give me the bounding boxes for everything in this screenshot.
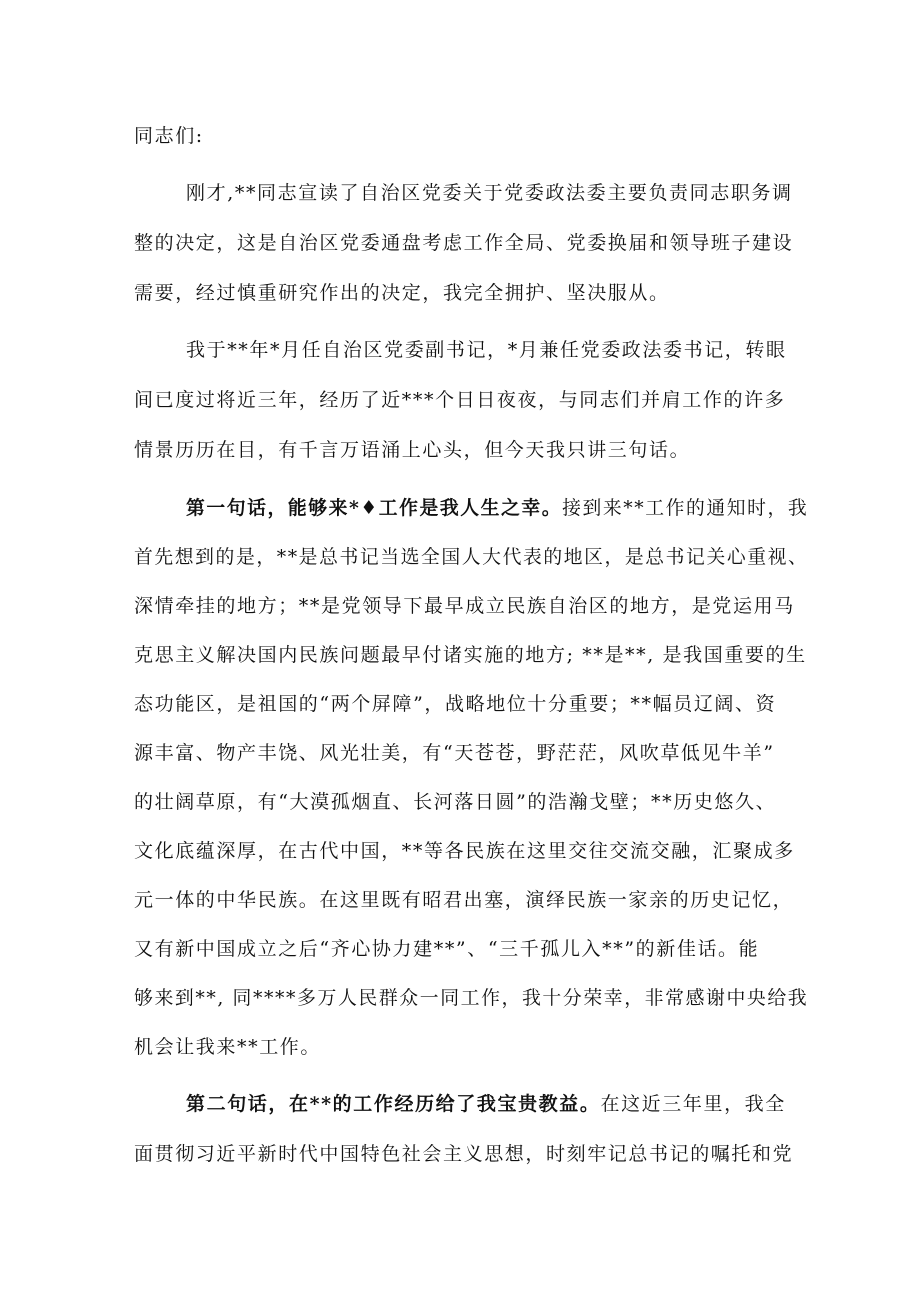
paragraph-3-line-12: 机会让我来**工作。 [134,1036,322,1058]
salutation: 同志们: [134,125,204,147]
paragraph-4-line-2: 面贯彻习近平新时代中国特色社会主义思想，时刻牢记总书记的嘱托和党 [134,1143,794,1165]
paragraph-3-line-7: 的壮阔草原，有“大漠孤烟直、长河落日圆”的浩瀚戈壁；**历史悠久、 [134,791,777,813]
paragraph-4-line-1 [186,1092,786,1116]
paragraph-4-lead: 第二句话，在**的工作经历给了我宝贵教益。 [186,1093,601,1115]
paragraph-1-line-3: 需要，经过慎重研究作出的决定，我完全拥护、坚决服从。 [134,282,670,304]
paragraph-2-line-3: 情景历历在目，有千言万语涌上心头，但今天我只讲三句话。 [134,439,691,461]
paragraph-3-line-1 [186,496,808,520]
paragraph-3-line-4: 克思主义解决国内民族问题最早付诸实施的地方; **是**, 是我国重要的生 [134,644,807,666]
paragraph-3-line-8: 文化底蕴深厚，在古代中国，**等各民族在这里交往交流交融，汇聚成多 [134,840,795,862]
paragraph-3-line-3: 深情牵挂的地方；**是党领导下最早成立民族自治区的地方，是党运用马 [134,595,795,617]
paragraph-2-line-1: 我于**年*月任自治区党委副书记，*月兼任党委政法委书记，转眼 [186,339,787,361]
paragraph-2-line-2: 间已度过将近三年，经历了近***个日日夜夜，与同志们并肩工作的许多 [134,389,786,411]
paragraph-3-line-10: 又有新中国成立之后“齐心协力建**”、“三千孤儿入**”的新佳话。能 [134,938,760,960]
paragraph-4-line-1-rest: 在这近三年里，我全 [600,1093,786,1115]
paragraph-3-line-2: 首先想到的是，**是总书记当选全国人大代表的地区，是总书记关心重视、 [134,546,809,568]
paragraph-3-line-9: 元一体的中华民族。在这里既有昭君出塞，演绎民族一家亲的历史记忆， [134,889,794,911]
paragraph-3-line-1-rest: 接到来**工作的通知时，我 [562,497,809,519]
paragraph-1-line-1: 刚才,**同志宣读了自治区党委关于党委政法委主要负责同志职务调 [186,182,793,204]
paragraph-1-line-2: 整的决定，这是自治区党委通盘考虑工作全局、党委换届和领导班子建设 [134,232,794,254]
paragraph-3-line-5: 态功能区，是祖国的“两个屏障”，战略地位十分重要；**幅员辽阔、资 [134,693,777,715]
paragraph-3-line-6: 源丰富、物产丰饶、风光壮美，有“天苍苍，野茫茫，风吹草低见牛羊” [134,742,775,764]
paragraph-3-line-11: 够来到**, 同****多万人民群众一同工作，我十分荣幸，非常感谢中央给我 [134,987,809,1009]
paragraph-3-lead: 第一句话，能够来*♦工作是我人生之幸。 [186,497,563,519]
